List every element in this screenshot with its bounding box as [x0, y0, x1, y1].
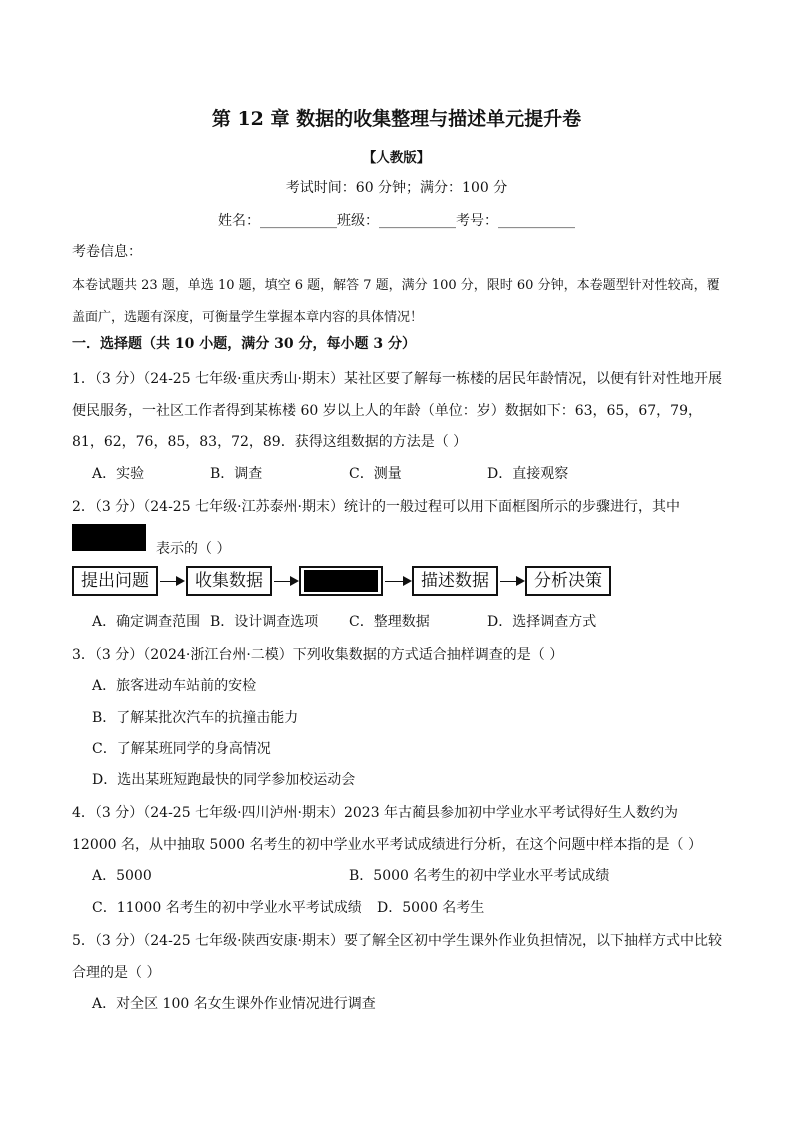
q3-option-d: D．选出某班短跑最快的同学参加校运动会: [92, 772, 356, 788]
question-2-stem-tail: 表示的（ ）: [156, 541, 231, 557]
flow-step-redacted: [299, 566, 383, 596]
question-5-stem: 5．（3 分）（24-25 七年级·陕西安康·期末）要了解全区初中学生课外作业负担情况，以下抽样方式中比较合理的是（ ）: [72, 933, 722, 981]
q2-option-b: B．设计调查选项: [210, 614, 319, 630]
section-heading: 一．选择题（共 10 小题，满分 30 分，每小题 3 分）: [72, 336, 416, 352]
redacted-box-inline: [72, 524, 146, 551]
redacted-box: [304, 570, 378, 592]
flow-step-describe-data: 描述数据: [412, 566, 498, 596]
q2-option-d: D．选择调查方式: [487, 614, 597, 630]
flow-arrow: [160, 581, 183, 582]
q3-option-b: B．了解某批次汽车的抗撞击能力: [92, 710, 299, 726]
student-fields: 姓名：___________班级：___________考号：___________: [218, 213, 575, 229]
question-4-stem: 4．（3 分）（24-25 七年级·四川泸州·期末）2023 年古蔺县参加初中学业水平考试得好生人数约为 12000 名，从中抽取 5000 名考生的初中学业水平考试成绩进行分析，在这个问题中样本指的是（ ）: [72, 805, 702, 853]
flow-step-collect-data: 收集数据: [186, 566, 272, 596]
flow-arrow: [274, 581, 297, 582]
info-label: 考卷信息：: [72, 244, 142, 260]
q2-option-c: C．整理数据: [349, 614, 430, 630]
q2-option-a: A．确定调查范围: [92, 614, 201, 630]
q4-option-d: D．5000 名考生: [377, 900, 485, 916]
q1-option-a: A．实验: [92, 466, 145, 482]
q1-option-b: B．调查: [210, 466, 263, 482]
q4-option-c: C．11000 名考生的初中学业水平考试成绩: [92, 900, 362, 916]
q3-option-c: C．了解某班同学的身高情况: [92, 741, 271, 757]
q3-option-a: A．旅客进动车站前的安检: [92, 678, 257, 694]
q1-option-d: D．直接观察: [487, 466, 569, 482]
q5-option-a: A．对全区 100 名女生课外作业情况进行调查: [92, 996, 376, 1012]
flow-arrow: [500, 581, 523, 582]
q4-option-b: B．5000 名考生的初中学业水平考试成绩: [349, 868, 610, 884]
q1-option-c: C．测量: [349, 466, 402, 482]
question-2-stem: 2．（3 分）（24-25 七年级·江苏泰州·期末）统计的一般过程可以用下面框图所示的步骤进行，其中: [72, 499, 680, 515]
flow-step-analyze-decide: 分析决策: [525, 566, 611, 596]
edition-label: 【人教版】: [362, 150, 431, 166]
q4-option-a: A．5000: [92, 868, 152, 884]
page-title: 第 12 章 数据的收集整理与描述单元提升卷: [211, 108, 582, 130]
question-1-stem: 1．（3 分）（24-25 七年级·重庆秀山·期末）某社区要了解每一栋楼的居民年龄情况，以便有针对性地开展便民服务，一社区工作者得到某栋楼 60 岁以上人的年龄（单位：岁）数据如下：63，65，67，79，81，62，76，85，83，72，89．获得这组数据的方法是（ ）: [72, 371, 722, 450]
flow-arrow: [385, 581, 410, 582]
exam-time: 考试时间：60 分钟；满分：100 分: [285, 180, 508, 196]
flow-step-pose-question: 提出问题: [72, 566, 158, 596]
question-3-stem: 3．（3 分）（2024·浙江台州·二模）下列收集数据的方式适合抽样调查的是（ ）: [72, 647, 564, 663]
info-text: 本卷试题共 23 题，单选 10 题，填空 6 题，解答 7 题，满分 100 分，限时 60 分钟，本卷题型针对性较高，覆盖面广，选题有深度，可衡量学生掌握本章内容的具体情况！: [72, 278, 720, 325]
